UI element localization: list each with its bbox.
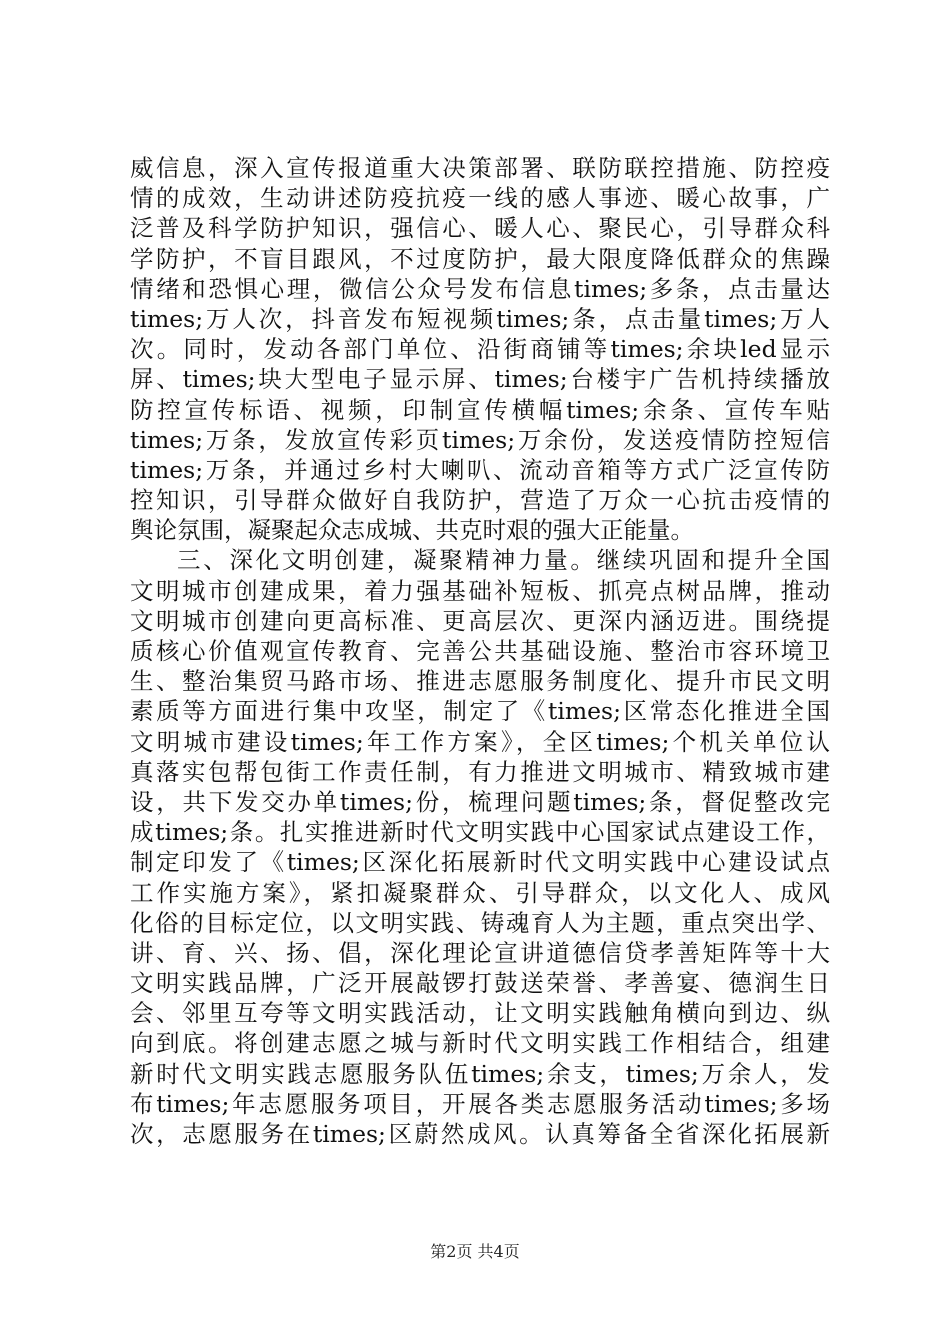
text-line: 泛普及科学防护知识，强信心、暖人心、聚民心，引导群众科	[130, 214, 830, 243]
text-line: 防控宣传标语、视频，印制宣传横幅times;余条、宣传车贴	[130, 395, 830, 424]
text-line: 文明实践品牌，广泛开展敲锣打鼓送荣誉、孝善宴、德润生日	[130, 969, 830, 998]
text-line: 工作实施方案》，紧扣凝聚群众、引导群众，以文化人、成风	[130, 878, 830, 907]
text-line: 文明城市创建向更高标准、更高层次、更深内涵迈进。围绕提	[130, 606, 830, 635]
text-line: times;万条，发放宣传彩页times;万余份，发送疫情防控短信	[130, 425, 830, 454]
text-line: 向到底。将创建志愿之城与新时代文明实践工作相结合，组建	[130, 1029, 830, 1058]
text-line: times;万人次，抖音发布短视频times;条，点击量times;万人	[130, 304, 830, 333]
text-line: 成times;条。扎实推进新时代文明实践中心国家试点建设工作，	[130, 818, 830, 847]
text-line: 布times;年志愿服务项目，开展各类志愿服务活动times;多场	[130, 1089, 830, 1118]
text-line: 真落实包帮包街工作责任制，有力推进文明城市、精致城市建	[130, 757, 830, 786]
text-line: 情的成效，生动讲述防疫抗疫一线的感人事迹、暖心故事，广	[130, 184, 830, 213]
text-line: 化俗的目标定位，以文明实践、铸魂育人为主题，重点突出学、	[130, 908, 830, 937]
text-line: 三、深化文明创建，凝聚精神力量。继续巩固和提升全国	[177, 546, 830, 575]
text-line: 文明城市建设times;年工作方案》，全区times;个机关单位认	[130, 727, 830, 756]
text-line: 会、邻里互夸等文明实践活动，让文明实践触角横向到边、纵	[130, 999, 830, 1028]
text-line: 新时代文明实践志愿服务队伍times;余支，times;万余人，发	[130, 1059, 830, 1088]
text-line: 舆论氛围，凝聚起众志成城、共克时艰的强大正能量。	[130, 516, 694, 545]
document-body	[130, 153, 830, 1149]
text-line: 文明城市创建成果，着力强基础补短板、抓亮点树品牌，推动	[130, 576, 830, 605]
text-line: 次。同时，发动各部门单位、沿街商铺等times;余块led显示	[130, 335, 830, 364]
text-line: times;万条，并通过乡村大喇叭、流动音箱等方式广泛宣传防	[130, 455, 830, 484]
text-line: 控知识，引导群众做好自我防护，营造了万众一心抗击疫情的	[130, 486, 830, 515]
text-line: 学防护，不盲目跟风，不过度防护，最大限度降低群众的焦躁	[130, 244, 830, 273]
text-line: 素质等方面进行集中攻坚，制定了《times;区常态化推进全国	[130, 697, 830, 726]
text-line: 威信息，深入宣传报道重大决策部署、联防联控措施、防控疫	[130, 154, 830, 182]
page-footer: 第2页 共4页	[430, 1242, 520, 1261]
text-line: 质核心价值观宣传教育、完善公共基础设施、整治市容环境卫	[130, 637, 830, 665]
text-line: 情绪和恐惧心理，微信公众号发布信息times;多条，点击量达	[130, 274, 830, 303]
text-line: 生、整治集贸马路市场、推进志愿服务制度化、提升市民文明	[130, 667, 830, 696]
text-line: 制定印发了《times;区深化拓展新时代文明实践中心建设试点	[130, 848, 830, 877]
text-line: 设，共下发交办单times;份，梳理问题times;条，督促整改完	[130, 787, 830, 816]
text-line: 讲、育、兴、扬、倡，深化理论宣讲道德信贷孝善矩阵等十大	[130, 938, 830, 967]
text-line: 次，志愿服务在times;区蔚然成风。认真筹备全省深化拓展新	[130, 1120, 830, 1148]
text-line: 屏、times;块大型电子显示屏、times;台楼宇广告机持续播放	[130, 365, 830, 394]
